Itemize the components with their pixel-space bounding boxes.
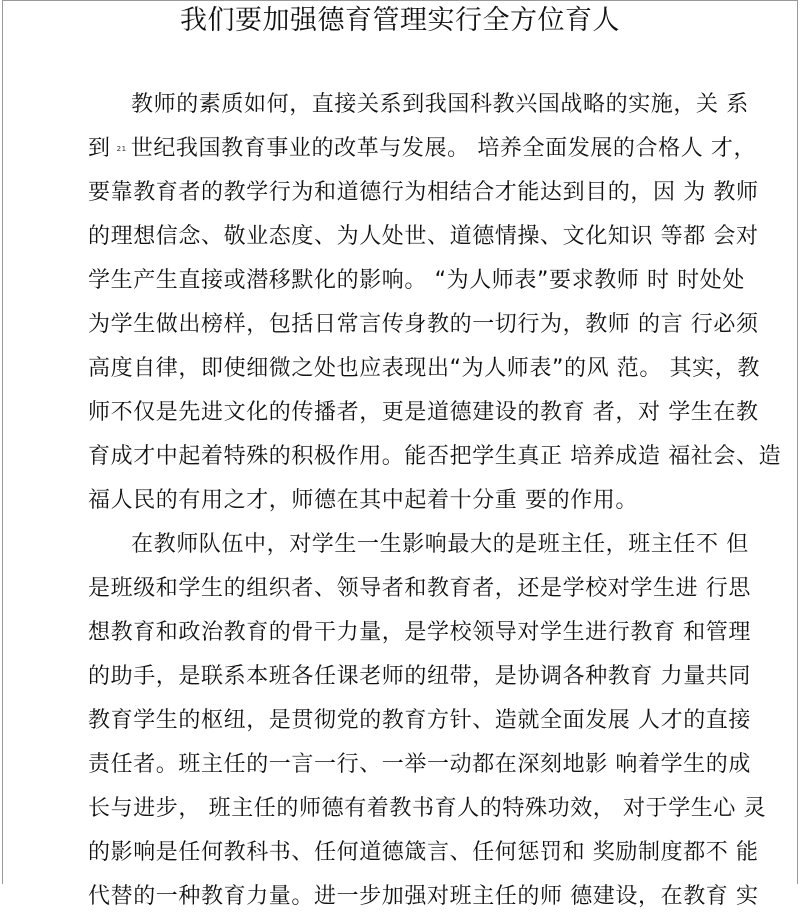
paragraph-1-line-7: 高度自律，即使细微之处也应表现出“为人师表”的风 范。 其实，教 <box>88 356 760 381</box>
paragraph-1-line-9: 育成才中起着特殊的积极作用。能否把学生真正 培养成造 福社会、造 <box>88 444 782 469</box>
document-title: 我们要加强德育管理实行全方位育人 <box>180 5 620 36</box>
paragraph-2-line-8: 的影响是任何教科书、任何道德箴言、任何惩罚和 奖励制度都不 能 <box>88 840 759 865</box>
paragraph-1-line-6: 为学生做出榜样，包括日常言传身教的一切行为，教师 的言 行必须 <box>88 312 759 337</box>
paragraph-2-line-1: 在教师队伍中，对学生一生影响最大的是班主任，班主任不 但 <box>131 532 749 557</box>
superscript-marker: 21 <box>116 144 127 153</box>
paragraph-1-line-1: 教师的素质如何，直接关系到我国科教兴国战略的实施，关 系 <box>131 92 749 117</box>
paragraph-2-line-7: 长与进步， 班主任的师德有着教书育人的特殊功效， 对于学生心 灵 <box>88 796 767 821</box>
line-2-rest: 世纪我国教育事业的改革与发展。 培养全面发展的合格人 才， <box>130 136 757 161</box>
paragraph-2-line-3: 想教育和政治教育的骨干力量，是学校领导对学生进行教育 和管理 <box>88 620 751 645</box>
paragraph-1-line-4: 的理想信念、敬业态度、为人处世、道德情操、文化知识 等都 会对 <box>88 224 759 249</box>
paragraph-1-line-2 <box>88 134 757 164</box>
paragraph-2-line-9: 代替的一种教育力量。进一步加强对班主任的师 德建设，在教育 实 <box>88 884 759 909</box>
paragraph-1-line-3: 要靠教育者的教学行为和道德行为相结合才能达到目的，因 为 教师 <box>88 180 759 205</box>
paragraph-2-line-4: 的助手，是联系本班各任课老师的纽带，是协调各种教育 力量共同 <box>88 664 751 689</box>
paragraph-1-line-8: 师不仅是先进文化的传播者，更是道德建设的教育 者，对 学生在教 <box>88 400 759 425</box>
paragraph-2-line-2: 是班级和学生的组织者、领导者和教育者，还是学校对学生进 行思 <box>88 576 751 601</box>
line-2-start: 到 <box>88 136 111 161</box>
paragraph-1-line-5: 学生产生直接或潜移默化的影响。 “为人师表”要求教师 时 时处处 <box>88 268 745 293</box>
paragraph-2-line-5: 教育学生的枢纽，是贯彻党的教育方针、造就全面发展 人才的直接 <box>88 708 751 733</box>
paragraph-2-line-6: 责任者。班主任的一言一行、一举一动都在深刻地影 响着学生的成 <box>88 752 751 777</box>
paragraph-1-line-10: 福人民的有用之才，师德在其中起着十分重 要的作用。 <box>88 488 638 513</box>
